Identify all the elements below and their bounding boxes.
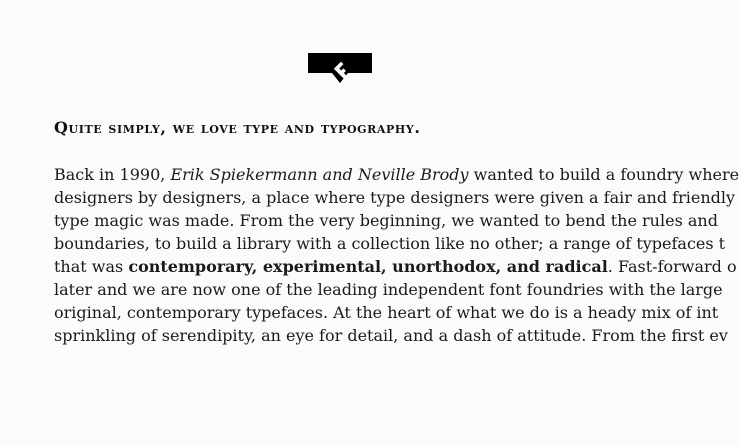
text-segment: . Fast-forward o bbox=[607, 257, 737, 276]
paragraph-line: boundaries, to build a library with a collection like no other; a range of typefaces t bbox=[54, 234, 726, 253]
paragraph-line: original, contemporary typefaces. At the heart of what we do is a heady mix of int bbox=[54, 303, 719, 322]
text-segment: wanted to build a foundry where bbox=[468, 165, 739, 184]
text-segment: Back in 1990, bbox=[54, 165, 171, 184]
emphasis-text: contemporary, experimental, unorthodox, and radical bbox=[128, 257, 608, 276]
paragraph-line bbox=[54, 255, 737, 278]
foundry-logo-icon[interactable] bbox=[308, 53, 372, 87]
intro-paragraph bbox=[54, 163, 739, 347]
paragraph-line: type magic was made. From the very beginning, we wanted to bend the rules and bbox=[54, 211, 718, 230]
paragraph-line bbox=[54, 163, 739, 186]
paragraph-line: designers by designers, a place where type designers were given a fair and friendly bbox=[54, 188, 736, 207]
paragraph-line: later and we are now one of the leading independent font foundries with the large bbox=[54, 280, 723, 299]
paragraph-line: sprinkling of serendipity, an eye for detail, and a dash of attitude. From the first ev bbox=[54, 326, 728, 345]
founders-names: Erik Spiekermann and Neville Brody bbox=[170, 165, 469, 184]
text-segment: that was bbox=[54, 257, 129, 276]
page-heading: Quite simply, we love type and typography. bbox=[54, 118, 421, 137]
